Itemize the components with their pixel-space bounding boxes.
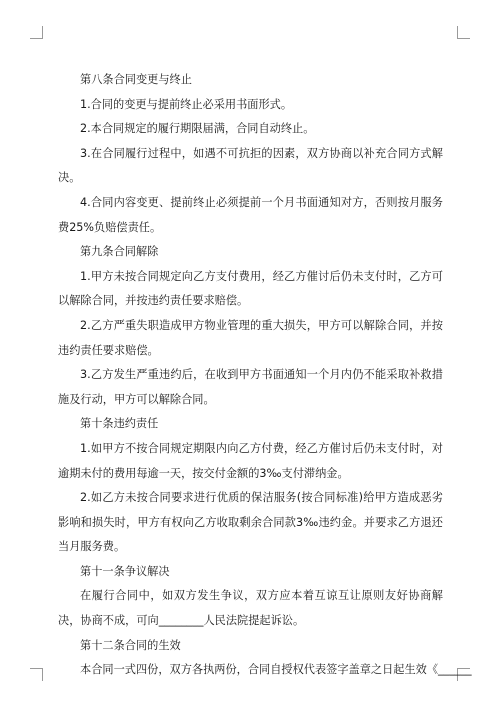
paragraph: 1.合同的变更与提前终止必采用书面形式。: [80, 97, 293, 111]
crop-mark-bottom-left: [30, 668, 43, 681]
paragraph: 1.如甲方不按合同规定期限内向乙方付费，经乙方催讨后仍未支付时，对逾期未付的费用每逾一天，按交付金额的3‰支付滞纳金。: [58, 441, 443, 480]
crop-mark-top-left: [30, 26, 43, 39]
section-heading: 第九条合同解除: [80, 245, 159, 259]
paragraph: 2.如乙方未按合同要求进行优质的保洁服务(按合同标准)给甲方造成恶劣影响和损失时，甲方有权向乙方收取剩余合同款3‰违约金。并要求乙方退还当月服务费。: [58, 491, 443, 554]
paragraph: 1.甲方未按合同规定向乙方支付费用，经乙方催讨后仍未支付时，乙方可以解除合同，并按违约责任要求赔偿。: [58, 269, 443, 308]
paragraph: 3.乙方发生严重违约后，在收到甲方书面通知一个月内仍不能采取补救措施及行动，甲方可以解除合同。: [58, 368, 443, 406]
paragraph: 4.合同内容变更、提前终止必须提前一个月书面通知对方，否则按月服务费25%负赔偿责任。: [58, 195, 443, 234]
section-heading: 第十一条争议解决: [80, 564, 170, 578]
crop-mark-top-right: [457, 26, 470, 39]
section-heading: 第十条违约责任: [80, 417, 159, 431]
paragraph: 在履行合同中，如双方发生争议，双方应本着互谅互让原则友好协商解决，协商不成，可向________人民法院提起诉讼。: [58, 589, 443, 628]
section-heading: 第八条合同变更与终止: [80, 73, 192, 86]
paragraph: 2.本合同规定的履行期限届满，合同自动终止。: [80, 122, 315, 136]
document-body: [58, 68, 472, 683]
paragraph: 本合同一式四份，双方各执两份，合同自授权代表签字盖章之日起生效《______: [80, 663, 472, 677]
paragraph: 3.在合同履行过程中，如遇不可抗拒的因素，双方协商以补充合同方式解决。: [58, 146, 443, 185]
paragraph: 2.乙方严重失职造成甲方物业管理的重大损失，甲方可以解除合同，并按违约责任要求赔偿。: [58, 318, 443, 357]
section-heading: 第十二条合同的生效: [80, 638, 181, 652]
